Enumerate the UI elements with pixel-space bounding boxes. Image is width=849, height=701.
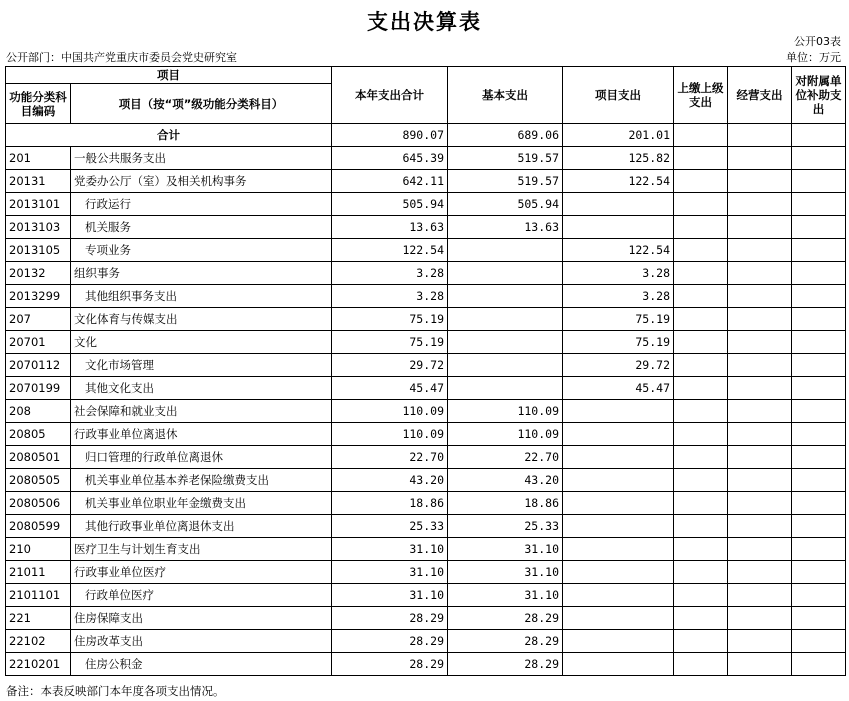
subsidiary-cell <box>792 193 846 216</box>
name-cell: 党委办公厅（室）及相关机构事务 <box>71 170 332 193</box>
name-cell: 专项业务 <box>71 239 332 262</box>
total-cell: 18.86 <box>332 492 448 515</box>
business-cell <box>728 584 792 607</box>
upper-cell <box>674 607 728 630</box>
business-cell <box>728 124 792 147</box>
business-cell <box>728 515 792 538</box>
table-row <box>6 446 846 469</box>
code-cell: 2013103 <box>6 216 71 239</box>
project-cell: 3.28 <box>563 285 674 308</box>
business-cell <box>728 239 792 262</box>
business-cell <box>728 607 792 630</box>
business-cell <box>728 331 792 354</box>
basic-cell <box>448 308 563 331</box>
project-cell: 122.54 <box>563 239 674 262</box>
code-cell: 2070199 <box>6 377 71 400</box>
subsidiary-cell <box>792 239 846 262</box>
expenditure-table <box>5 66 846 676</box>
total-cell: 43.20 <box>332 469 448 492</box>
table-row <box>6 262 846 285</box>
basic-cell: 13.63 <box>448 216 563 239</box>
project-cell: 29.72 <box>563 354 674 377</box>
upper-cell <box>674 446 728 469</box>
upper-cell <box>674 423 728 446</box>
basic-cell: 22.70 <box>448 446 563 469</box>
header-project: 项目支出 <box>563 67 674 124</box>
unit-line: 单位：万元 <box>786 51 841 64</box>
project-cell: 3.28 <box>563 262 674 285</box>
total-cell: 3.28 <box>332 262 448 285</box>
name-cell: 机关事业单位职业年金缴费支出 <box>71 492 332 515</box>
subsidiary-cell <box>792 331 846 354</box>
basic-cell: 31.10 <box>448 538 563 561</box>
table-row <box>6 400 846 423</box>
code-cell: 201 <box>6 147 71 170</box>
business-cell <box>728 423 792 446</box>
basic-cell: 31.10 <box>448 584 563 607</box>
business-cell <box>728 492 792 515</box>
code-cell: 2013299 <box>6 285 71 308</box>
table-row <box>6 607 846 630</box>
code-cell: 2013105 <box>6 239 71 262</box>
upper-cell <box>674 216 728 239</box>
total-cell: 3.28 <box>332 285 448 308</box>
table-row <box>6 492 846 515</box>
code-cell: 207 <box>6 308 71 331</box>
total-cell: 28.29 <box>332 607 448 630</box>
total-cell: 31.10 <box>332 538 448 561</box>
name-cell: 机关服务 <box>71 216 332 239</box>
basic-cell: 689.06 <box>448 124 563 147</box>
name-cell: 其他组织事务支出 <box>71 285 332 308</box>
department-line: 公开部门：中国共产党重庆市委员会党史研究室 <box>6 51 237 64</box>
project-cell <box>563 538 674 561</box>
upper-cell <box>674 193 728 216</box>
business-cell <box>728 354 792 377</box>
business-cell <box>728 400 792 423</box>
basic-cell: 25.33 <box>448 515 563 538</box>
code-cell: 21011 <box>6 561 71 584</box>
basic-cell: 110.09 <box>448 400 563 423</box>
total-cell: 29.72 <box>332 354 448 377</box>
header-upper: 上缴上级支出 <box>674 67 728 124</box>
basic-cell: 28.29 <box>448 653 563 676</box>
business-cell <box>728 193 792 216</box>
business-cell <box>728 377 792 400</box>
business-cell <box>728 446 792 469</box>
upper-cell <box>674 354 728 377</box>
code-cell: 2210201 <box>6 653 71 676</box>
business-cell <box>728 170 792 193</box>
subsidiary-cell <box>792 515 846 538</box>
total-cell: 505.94 <box>332 193 448 216</box>
table-row <box>6 423 846 446</box>
name-cell: 住房保障支出 <box>71 607 332 630</box>
upper-cell <box>674 331 728 354</box>
table-row <box>6 653 846 676</box>
subsidiary-cell <box>792 170 846 193</box>
code-cell: 2080501 <box>6 446 71 469</box>
total-cell: 22.70 <box>332 446 448 469</box>
project-cell: 122.54 <box>563 170 674 193</box>
name-cell: 其他行政事业单位离退休支出 <box>71 515 332 538</box>
subsidiary-cell <box>792 469 846 492</box>
name-cell: 社会保障和就业支出 <box>71 400 332 423</box>
upper-cell <box>674 285 728 308</box>
project-cell: 75.19 <box>563 331 674 354</box>
table-row <box>6 515 846 538</box>
code-cell: 22102 <box>6 630 71 653</box>
subsidiary-cell <box>792 354 846 377</box>
total-cell: 890.07 <box>332 124 448 147</box>
basic-cell <box>448 262 563 285</box>
code-cell: 2080506 <box>6 492 71 515</box>
basic-cell <box>448 331 563 354</box>
name-cell: 文化 <box>71 331 332 354</box>
basic-cell: 31.10 <box>448 561 563 584</box>
code-cell: 20701 <box>6 331 71 354</box>
business-cell <box>728 147 792 170</box>
code-cell: 20132 <box>6 262 71 285</box>
header-name: 项目（按“项”级功能分类科目） <box>71 84 332 124</box>
basic-cell: 505.94 <box>448 193 563 216</box>
upper-cell <box>674 630 728 653</box>
subsidiary-cell <box>792 124 846 147</box>
total-cell: 13.63 <box>332 216 448 239</box>
total-label: 合计 <box>6 124 332 147</box>
upper-cell <box>674 400 728 423</box>
upper-cell <box>674 308 728 331</box>
upper-cell <box>674 561 728 584</box>
basic-cell: 519.57 <box>448 147 563 170</box>
table-row <box>6 584 846 607</box>
basic-cell: 43.20 <box>448 469 563 492</box>
total-cell: 45.47 <box>332 377 448 400</box>
subsidiary-cell <box>792 561 846 584</box>
subsidiary-cell <box>792 216 846 239</box>
total-row <box>6 124 846 147</box>
name-cell: 机关事业单位基本养老保险缴费支出 <box>71 469 332 492</box>
table-row <box>6 216 846 239</box>
upper-cell <box>674 469 728 492</box>
name-cell: 文化市场管理 <box>71 354 332 377</box>
basic-cell: 110.09 <box>448 423 563 446</box>
page-title: 支出决算表 <box>367 10 482 34</box>
project-cell: 201.01 <box>563 124 674 147</box>
total-cell: 645.39 <box>332 147 448 170</box>
code-cell: 221 <box>6 607 71 630</box>
basic-cell <box>448 285 563 308</box>
upper-cell <box>674 239 728 262</box>
code-cell: 2080505 <box>6 469 71 492</box>
project-cell <box>563 446 674 469</box>
project-cell <box>563 400 674 423</box>
basic-cell <box>448 377 563 400</box>
upper-cell <box>674 262 728 285</box>
table-row <box>6 630 846 653</box>
basic-cell: 28.29 <box>448 607 563 630</box>
business-cell <box>728 262 792 285</box>
total-cell: 28.29 <box>332 630 448 653</box>
name-cell: 归口管理的行政单位离退休 <box>71 446 332 469</box>
project-cell: 75.19 <box>563 308 674 331</box>
subsidiary-cell <box>792 607 846 630</box>
business-cell <box>728 561 792 584</box>
subsidiary-cell <box>792 492 846 515</box>
table-row <box>6 377 846 400</box>
table-row <box>6 147 846 170</box>
name-cell: 文化体育与传媒支出 <box>71 308 332 331</box>
table-row <box>6 308 846 331</box>
code-cell: 2101101 <box>6 584 71 607</box>
subsidiary-cell <box>792 147 846 170</box>
project-cell <box>563 492 674 515</box>
total-cell: 110.09 <box>332 423 448 446</box>
code-cell: 2070112 <box>6 354 71 377</box>
project-cell <box>563 653 674 676</box>
name-cell: 行政运行 <box>71 193 332 216</box>
table-row <box>6 561 846 584</box>
upper-cell <box>674 147 728 170</box>
upper-cell <box>674 377 728 400</box>
total-cell: 31.10 <box>332 561 448 584</box>
total-cell: 122.54 <box>332 239 448 262</box>
upper-cell <box>674 515 728 538</box>
header-total: 本年支出合计 <box>332 67 448 124</box>
project-cell <box>563 561 674 584</box>
business-cell <box>728 653 792 676</box>
subsidiary-cell <box>792 446 846 469</box>
total-cell: 110.09 <box>332 400 448 423</box>
basic-cell: 18.86 <box>448 492 563 515</box>
project-cell <box>563 469 674 492</box>
subsidiary-cell <box>792 377 846 400</box>
total-cell: 28.29 <box>332 653 448 676</box>
code-cell: 20805 <box>6 423 71 446</box>
basic-cell <box>448 354 563 377</box>
basic-cell: 28.29 <box>448 630 563 653</box>
basic-cell: 519.57 <box>448 170 563 193</box>
table-row <box>6 538 846 561</box>
header-subsidiary: 对附属单位补助支出 <box>792 67 846 124</box>
total-cell: 31.10 <box>332 584 448 607</box>
table-row <box>6 354 846 377</box>
subsidiary-cell <box>792 308 846 331</box>
subsidiary-cell <box>792 653 846 676</box>
upper-cell <box>674 653 728 676</box>
business-cell <box>728 285 792 308</box>
name-cell: 住房公积金 <box>71 653 332 676</box>
table-row <box>6 469 846 492</box>
basic-cell <box>448 239 563 262</box>
subsidiary-cell <box>792 400 846 423</box>
project-cell <box>563 193 674 216</box>
total-cell: 25.33 <box>332 515 448 538</box>
table-row <box>6 170 846 193</box>
code-cell: 20131 <box>6 170 71 193</box>
upper-cell <box>674 124 728 147</box>
form-code: 公开03表 <box>794 35 841 48</box>
table-row <box>6 285 846 308</box>
project-cell: 45.47 <box>563 377 674 400</box>
table-row <box>6 193 846 216</box>
project-cell <box>563 216 674 239</box>
business-cell <box>728 216 792 239</box>
name-cell: 一般公共服务支出 <box>71 147 332 170</box>
name-cell: 行政事业单位离退休 <box>71 423 332 446</box>
project-cell <box>563 515 674 538</box>
business-cell <box>728 469 792 492</box>
upper-cell <box>674 170 728 193</box>
upper-cell <box>674 538 728 561</box>
subsidiary-cell <box>792 538 846 561</box>
header-project-group: 项目 <box>6 67 332 84</box>
upper-cell <box>674 492 728 515</box>
name-cell: 行政事业单位医疗 <box>71 561 332 584</box>
subsidiary-cell <box>792 423 846 446</box>
name-cell: 行政单位医疗 <box>71 584 332 607</box>
code-cell: 2013101 <box>6 193 71 216</box>
table-row <box>6 331 846 354</box>
name-cell: 组织事务 <box>71 262 332 285</box>
project-cell <box>563 630 674 653</box>
code-cell: 208 <box>6 400 71 423</box>
code-cell: 210 <box>6 538 71 561</box>
header-basic: 基本支出 <box>448 67 563 124</box>
business-cell <box>728 630 792 653</box>
total-cell: 75.19 <box>332 308 448 331</box>
header-code: 功能分类科目编码 <box>6 84 71 124</box>
project-cell <box>563 607 674 630</box>
name-cell: 医疗卫生与计划生育支出 <box>71 538 332 561</box>
code-cell: 2080599 <box>6 515 71 538</box>
subsidiary-cell <box>792 630 846 653</box>
project-cell: 125.82 <box>563 147 674 170</box>
total-cell: 75.19 <box>332 331 448 354</box>
name-cell: 其他文化支出 <box>71 377 332 400</box>
business-cell <box>728 308 792 331</box>
subsidiary-cell <box>792 285 846 308</box>
project-cell <box>563 584 674 607</box>
business-cell <box>728 538 792 561</box>
table-row <box>6 239 846 262</box>
header-business: 经营支出 <box>728 67 792 124</box>
name-cell: 住房改革支出 <box>71 630 332 653</box>
project-cell <box>563 423 674 446</box>
upper-cell <box>674 584 728 607</box>
total-cell: 642.11 <box>332 170 448 193</box>
table-note: 备注：本表反映部门本年度各项支出情况。 <box>6 684 225 698</box>
subsidiary-cell <box>792 584 846 607</box>
subsidiary-cell <box>792 262 846 285</box>
